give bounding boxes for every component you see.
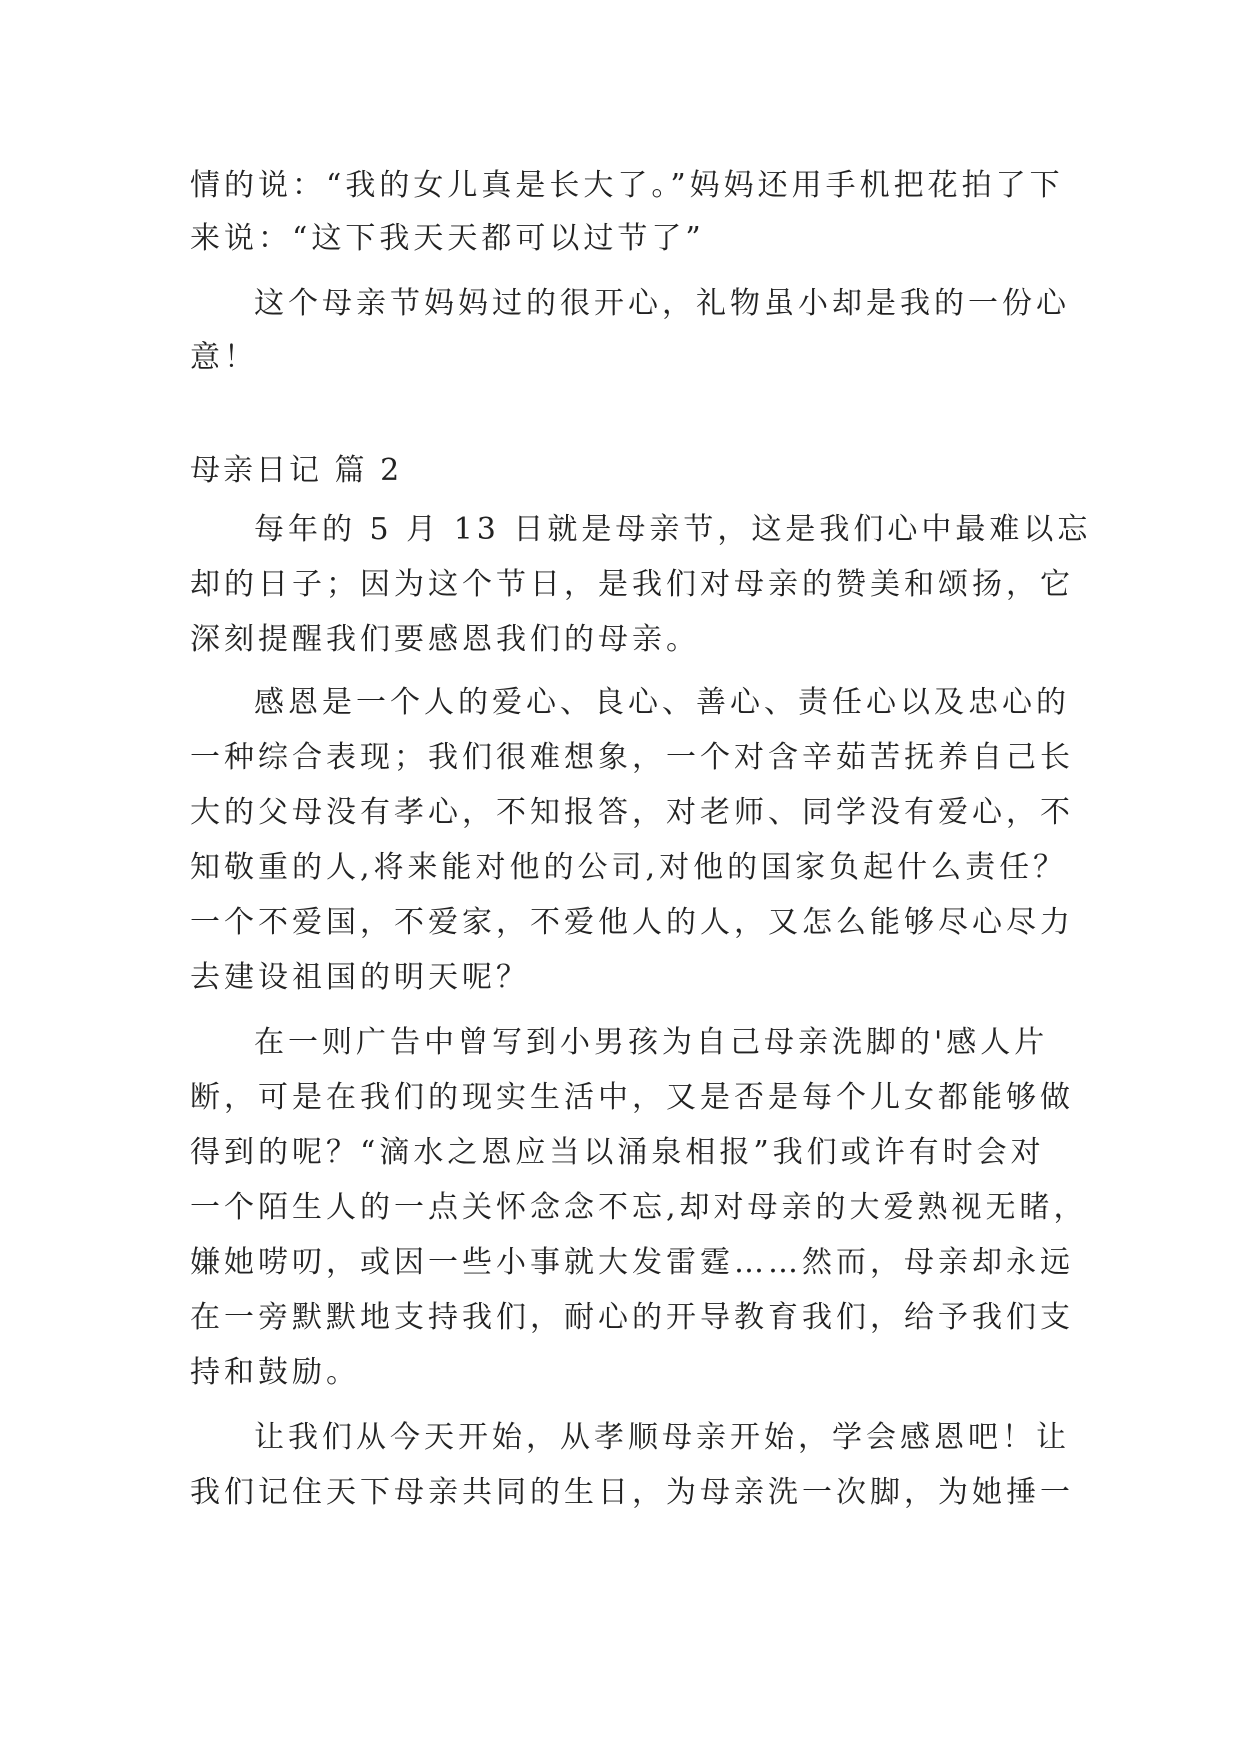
text-line: 来说：“这下我天天都可以过节了” <box>190 221 705 256</box>
text-line: 我们记住天下母亲共同的生日，为母亲洗一次脚，为她捶一 <box>190 1475 1074 1510</box>
text-line: 断，可是在我们的现实生活中，又是否是每个儿女都能够做 <box>190 1080 1074 1115</box>
text-line: 一种综合表现；我们很难想象，一个对含辛茹苦抚养自己长 <box>190 740 1074 775</box>
text-line: 一个陌生人的一点关怀念念不忘,却对母亲的大爱熟视无睹， <box>190 1190 1088 1225</box>
text-line: 知敬重的人,将来能对他的公司,对他的国家负起什么责任？ <box>190 850 1068 885</box>
text-line: 意！ <box>190 340 258 375</box>
text-line: 却的日子；因为这个节日，是我们对母亲的赞美和颂扬，它 <box>190 567 1074 602</box>
text-line: 去建设祖国的明天呢？ <box>190 960 530 995</box>
text-line: 这个母亲节妈妈过的很开心，礼物虽小却是我的一份心 <box>254 286 1070 321</box>
text-line: 一个不爱国，不爱家，不爱他人的人，又怎么能够尽心尽力 <box>190 905 1074 940</box>
text-line: 情的说：“我的女儿真是长大了。”妈妈还用手机把花拍了下 <box>190 168 1064 203</box>
text-line: 嫌她唠叨，或因一些小事就大发雷霆……然而，母亲却永远 <box>190 1245 1074 1280</box>
section-title: 母亲日记 篇 2 <box>190 453 403 488</box>
text-line: 得到的呢？“滴水之恩应当以涌泉相报”我们或许有时会对 <box>190 1135 1045 1170</box>
text-line: 在一则广告中曾写到小男孩为自己母亲洗脚的'感人片 <box>254 1025 1049 1060</box>
text-line: 深刻提醒我们要感恩我们的母亲。 <box>190 622 700 657</box>
text-line: 大的父母没有孝心，不知报答，对老师、同学没有爱心，不 <box>190 795 1074 830</box>
text-line: 持和鼓励。 <box>190 1355 360 1390</box>
text-line: 让我们从今天开始，从孝顺母亲开始，学会感恩吧！让 <box>254 1420 1070 1455</box>
text-line: 感恩是一个人的爱心、良心、善心、责任心以及忠心的 <box>254 685 1070 720</box>
text-line: 在一旁默默地支持我们，耐心的开导教育我们，给予我们支 <box>190 1300 1074 1335</box>
text-line: 每年的 5 月 13 日就是母亲节，这是我们心中最难以忘 <box>254 512 1092 547</box>
